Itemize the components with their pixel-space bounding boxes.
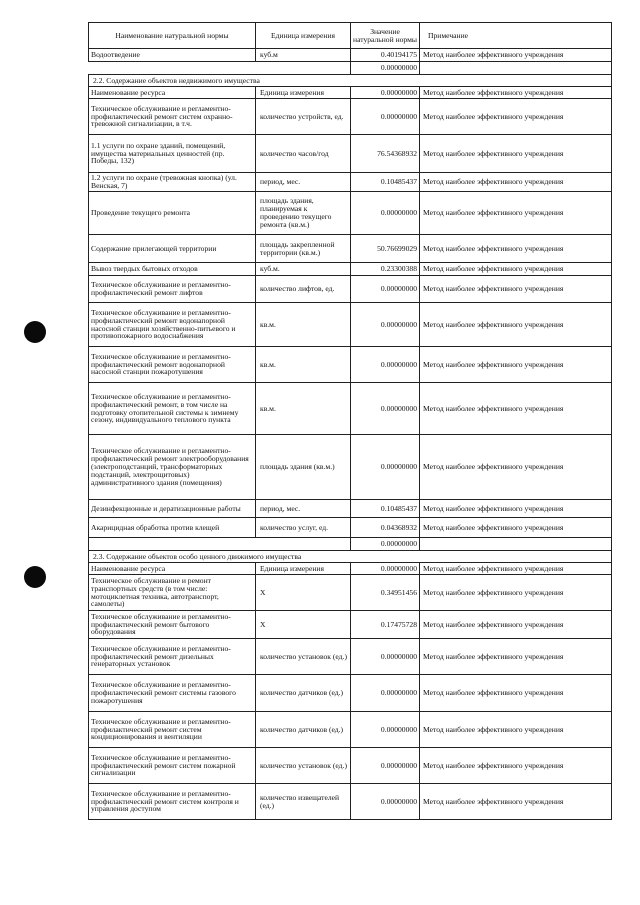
row-unit: количество установок (ед.) xyxy=(256,748,351,784)
row-unit: количество часов/год xyxy=(256,135,351,173)
row-name: 1.2 услуги по охране (тревожная кнопка) (ул. Венская, 7) xyxy=(89,173,256,192)
row-unit: кв.м. xyxy=(256,383,351,435)
row-note: Метод наиболее эффективного учреждения xyxy=(420,173,612,192)
row-name: Водоотведение xyxy=(89,49,256,62)
table-row xyxy=(89,575,612,611)
row-note: Метод наиболее эффективного учреждения xyxy=(420,263,612,276)
row-value: 0.00000000 xyxy=(351,748,420,784)
row-name: Техническое обслуживание и регламентно-профилактический ремонт систем кондиционирования и вентиляции xyxy=(89,712,256,748)
row-unit: X xyxy=(256,611,351,639)
row-value: 0.00000000 xyxy=(351,276,420,303)
row-unit: количество лифтов, ед. xyxy=(256,276,351,303)
table-row xyxy=(89,347,612,383)
table-row xyxy=(89,173,612,192)
row-value: 0.00000000 xyxy=(351,347,420,383)
section-title: 2.3. Содержание объектов особо ценного движимого имущества xyxy=(89,551,612,563)
row-unit: куб.м xyxy=(256,49,351,62)
row-name: Техническое обслуживание и регламентно-профилактический ремонт электрооборудования (электроподстанций, трансформаторных подстанций, электрощитовых) административного здания (помещения) xyxy=(89,435,256,500)
row-value: 0.00000000 xyxy=(351,784,420,820)
row-value: 0.00000000 xyxy=(351,712,420,748)
section-header-name: Наименование ресурса xyxy=(89,87,256,99)
row-note: Метод наиболее эффективного учреждения xyxy=(420,675,612,712)
row-unit: X xyxy=(256,575,351,611)
row-unit: количество датчиков (ед.) xyxy=(256,712,351,748)
row-note: Метод наиболее эффективного учреждения xyxy=(420,500,612,518)
table-row xyxy=(89,135,612,173)
table-row xyxy=(89,712,612,748)
section-header-note: Метод наиболее эффективного учреждения xyxy=(420,563,612,575)
row-note: Метод наиболее эффективного учреждения xyxy=(420,712,612,748)
table-row xyxy=(89,192,612,235)
row-name: Техническое обслуживание и регламентно-профилактический ремонт водонапорной насосной станции хозяйственно-питьевого и противопожарного водоснабжения xyxy=(89,303,256,347)
table-row xyxy=(89,263,612,276)
table-row xyxy=(89,276,612,303)
row-value: 0.00000000 xyxy=(351,99,420,135)
row-note: Метод наиболее эффективного учреждения xyxy=(420,383,612,435)
subtotal-row xyxy=(89,538,612,551)
table-row xyxy=(89,303,612,347)
row-value: 0.23300388 xyxy=(351,263,420,276)
norms-document xyxy=(88,22,611,820)
row-unit: период, мес. xyxy=(256,500,351,518)
row-unit: площадь здания, планируемая к проведению текущего ремонта (кв.м.) xyxy=(256,192,351,235)
row-note: Метод наиболее эффективного учреждения xyxy=(420,192,612,235)
table-row xyxy=(89,639,612,675)
section-header-unit: Единица измерения xyxy=(256,87,351,99)
row-unit: количество датчиков (ед.) xyxy=(256,675,351,712)
row-unit: период, мес. xyxy=(256,173,351,192)
table-row xyxy=(89,518,612,538)
row-note: Метод наиболее эффективного учреждения xyxy=(420,435,612,500)
row-value: 0.40194175 xyxy=(351,49,420,62)
row-unit: куб.м. xyxy=(256,263,351,276)
row-name: Техническое обслуживание и ремонт транспортных средств (в том числе: мотоциклетная техника, автотранспорт, самолеты) xyxy=(89,575,256,611)
header-unit: Единица измерения xyxy=(256,23,351,49)
table-row xyxy=(89,49,612,62)
row-name: Техническое обслуживание и регламентно-профилактический ремонт дизельных генераторных установок xyxy=(89,639,256,675)
row-name: Техническое обслуживание и регламентно-профилактический ремонт лифтов xyxy=(89,276,256,303)
table-row xyxy=(89,500,612,518)
row-note: Метод наиболее эффективного учреждения xyxy=(420,748,612,784)
row-name: Содержание прилегающей территории xyxy=(89,235,256,263)
header-value: Значение натуральной нормы xyxy=(351,23,420,49)
table-row xyxy=(89,748,612,784)
row-unit: количество установок (ед.) xyxy=(256,639,351,675)
row-name: Дезинфекционные и дератизационные работы xyxy=(89,500,256,518)
row-note: Метод наиболее эффективного учреждения xyxy=(420,235,612,263)
table-row xyxy=(89,784,612,820)
row-note: Метод наиболее эффективного учреждения xyxy=(420,639,612,675)
table-row xyxy=(89,235,612,263)
row-value: 76.54368932 xyxy=(351,135,420,173)
row-unit: количество извещателей (ед.) xyxy=(256,784,351,820)
subtotal-value: 0.00000000 xyxy=(351,62,420,75)
row-name: Техническое обслуживание и регламентно-профилактический ремонт системы газового пожаротушения xyxy=(89,675,256,712)
punch-hole-bottom xyxy=(24,566,46,588)
row-name: Проведение текущего ремонта xyxy=(89,192,256,235)
section-header-name: Наименование ресурса xyxy=(89,563,256,575)
row-name: Техническое обслуживание и регламентно-профилактический ремонт водонапорной насосной станции пожаротушения xyxy=(89,347,256,383)
row-name: Техническое обслуживание и регламентно-профилактический ремонт, в том числе на подготовку отопительной системы к зимнему сезону, индивидуального теплового пункта xyxy=(89,383,256,435)
row-value: 0.00000000 xyxy=(351,303,420,347)
section-title-row xyxy=(89,551,612,563)
section-header-row xyxy=(89,563,612,575)
row-name: 1.1 услуги по охране зданий, помещений, имущества материальных ценностей (пр. Победы, 132) xyxy=(89,135,256,173)
section-header-value: 0.00000000 xyxy=(351,87,420,99)
section-title-row xyxy=(89,75,612,87)
row-value: 0.00000000 xyxy=(351,639,420,675)
row-note: Метод наиболее эффективного учреждения xyxy=(420,303,612,347)
row-name: Акарицидная обработка против клещей xyxy=(89,518,256,538)
row-note: Метод наиболее эффективного учреждения xyxy=(420,575,612,611)
row-name: Вывоз твердых бытовых отходов xyxy=(89,263,256,276)
row-name: Техническое обслуживание и регламентно-профилактический ремонт систем пожарной сигнализации xyxy=(89,748,256,784)
table-header-row xyxy=(89,23,612,49)
row-unit: кв.м. xyxy=(256,347,351,383)
row-unit: кв.м. xyxy=(256,303,351,347)
section-header-unit: Единица измерения xyxy=(256,563,351,575)
row-name: Техническое обслуживание и регламентно-профилактический ремонт систем контроля и управления доступом xyxy=(89,784,256,820)
row-value: 0.10485437 xyxy=(351,500,420,518)
punch-hole-top xyxy=(24,321,46,343)
row-note: Метод наиболее эффективного учреждения xyxy=(420,49,612,62)
subtotal-row xyxy=(89,62,612,75)
table-row xyxy=(89,675,612,712)
row-note: Метод наиболее эффективного учреждения xyxy=(420,611,612,639)
row-value: 50.76699029 xyxy=(351,235,420,263)
row-note: Метод наиболее эффективного учреждения xyxy=(420,276,612,303)
row-value: 0.00000000 xyxy=(351,192,420,235)
row-value: 0.10485437 xyxy=(351,173,420,192)
row-value: 0.00000000 xyxy=(351,383,420,435)
row-note: Метод наиболее эффективного учреждения xyxy=(420,99,612,135)
section-header-note: Метод наиболее эффективного учреждения xyxy=(420,87,612,99)
row-value: 0.04368932 xyxy=(351,518,420,538)
section-title: 2.2. Содержание объектов недвижимого имущества xyxy=(89,75,612,87)
row-note: Метод наиболее эффективного учреждения xyxy=(420,518,612,538)
header-name: Наименование натуральной нормы xyxy=(89,23,256,49)
row-unit: количество услуг, ед. xyxy=(256,518,351,538)
table-row xyxy=(89,383,612,435)
row-note: Метод наиболее эффективного учреждения xyxy=(420,784,612,820)
row-value: 0.34951456 xyxy=(351,575,420,611)
row-value: 0.00000000 xyxy=(351,435,420,500)
section-header-value: 0.00000000 xyxy=(351,563,420,575)
row-unit: количество устройств, ед. xyxy=(256,99,351,135)
row-value: 0.17475728 xyxy=(351,611,420,639)
table-row xyxy=(89,99,612,135)
row-note: Метод наиболее эффективного учреждения xyxy=(420,347,612,383)
row-name: Техническое обслуживание и регламентно-профилактический ремонт систем охранно-тревожной сигнализации, в т.ч. xyxy=(89,99,256,135)
row-note: Метод наиболее эффективного учреждения xyxy=(420,135,612,173)
row-name: Техническое обслуживание и регламентно-профилактический ремонт бытового оборудования xyxy=(89,611,256,639)
norms-table xyxy=(88,22,612,820)
table-row xyxy=(89,611,612,639)
row-value: 0.00000000 xyxy=(351,675,420,712)
table-row xyxy=(89,435,612,500)
row-unit: площадь здания (кв.м.) xyxy=(256,435,351,500)
subtotal-value: 0.00000000 xyxy=(351,538,420,551)
section-header-row xyxy=(89,87,612,99)
row-unit: площадь закрепленной территории (кв.м.) xyxy=(256,235,351,263)
header-note: Примечание xyxy=(420,23,612,49)
